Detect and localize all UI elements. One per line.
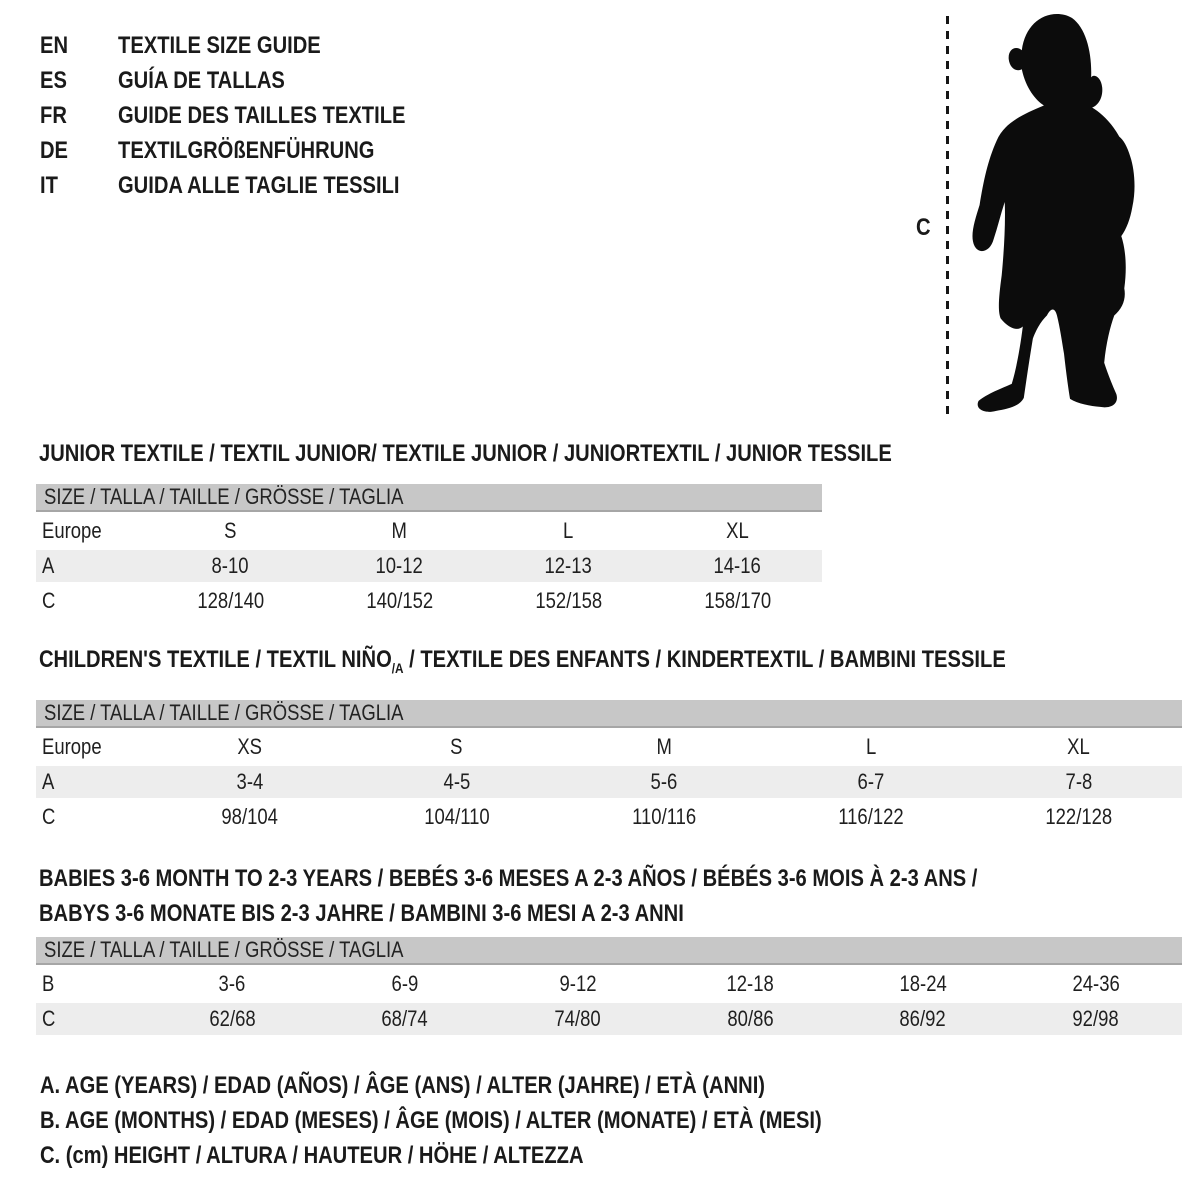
language-label: GUIDA ALLE TAGLIE TESSILI xyxy=(118,172,400,199)
row-cell: 3-6 xyxy=(218,971,246,996)
language-label: GUÍA DE TALLAS xyxy=(118,67,285,94)
language-code: IT xyxy=(40,172,58,199)
row-cell: 6-9 xyxy=(391,971,419,996)
row-cell: 10-12 xyxy=(375,553,424,578)
row-cell: S xyxy=(224,518,237,543)
row-label: B xyxy=(42,971,55,996)
section-title xyxy=(36,642,1182,686)
row-cell: 98/104 xyxy=(221,804,278,829)
row-cell: XS xyxy=(237,734,262,759)
row-cell: S xyxy=(450,734,463,759)
footnotes xyxy=(36,1068,971,1173)
row-cell: 140/152 xyxy=(366,588,433,613)
section-title-line xyxy=(36,861,1182,896)
row-cell: 8-10 xyxy=(211,553,249,578)
row-label: Europe xyxy=(42,734,102,759)
table-row xyxy=(36,585,822,617)
row-cell: 158/170 xyxy=(704,588,771,613)
row-cell: 104/110 xyxy=(424,804,490,829)
row-label: Europe xyxy=(42,518,102,543)
row-cell: 4-5 xyxy=(443,769,471,794)
size-header-bar xyxy=(36,484,822,512)
row-cell: 128/140 xyxy=(197,588,264,613)
row-cell: 74/80 xyxy=(554,1006,601,1031)
language-row xyxy=(40,63,460,98)
footnote-line: A. AGE (YEARS) / EDAD (AÑOS) / ÂGE (ANS) / ALTER (JAHRE) / ETÀ (ANNI) xyxy=(40,1072,766,1099)
row-cell: 110/116 xyxy=(631,804,697,829)
table-row xyxy=(36,801,1182,833)
row-cell: 62/68 xyxy=(209,1006,256,1031)
row-cell: 24-36 xyxy=(1072,971,1120,996)
height-dashed-line xyxy=(946,16,949,416)
table-row xyxy=(36,968,1182,1000)
row-cell: 68/74 xyxy=(381,1006,429,1031)
language-row xyxy=(40,168,460,203)
row-cell: L xyxy=(866,734,877,759)
row-cell: M xyxy=(656,734,672,759)
row-label: A xyxy=(42,769,55,794)
footnote-line: C. (cm) HEIGHT / ALTURA / HAUTEUR / HÖHE / ALTEZZA xyxy=(40,1142,584,1169)
row-cell: M xyxy=(391,518,408,543)
title-text: BABYS 3-6 MONATE BIS 2-3 JAHRE / BAMBINI 3-6 MESI A 2-3 ANNI xyxy=(39,900,684,927)
height-measure-label: C xyxy=(916,214,931,241)
title-text: BABIES 3-6 MONTH TO 2-3 YEARS / BEBÉS 3-6 MESES A 2-3 AÑOS / BÉBÉS 3-6 MOIS À 2-3 ANS / xyxy=(39,865,978,892)
row-cell: 80/86 xyxy=(727,1006,774,1031)
row-cell: 14-16 xyxy=(713,553,762,578)
size-header-bar xyxy=(36,700,1182,728)
section-title-line xyxy=(36,642,1182,686)
row-cell: L xyxy=(563,518,574,543)
section-children xyxy=(36,642,1182,833)
row-cell: 5-6 xyxy=(650,769,678,794)
size-table xyxy=(36,700,1182,833)
section-title-line xyxy=(36,436,1182,471)
language-code: FR xyxy=(40,102,67,129)
row-cell: 92/98 xyxy=(1072,1006,1119,1031)
row-cell: 122/128 xyxy=(1045,804,1112,829)
size-header-label: SIZE / TALLA / TAILLE / GRÖSSE / TAGLIA xyxy=(44,484,404,509)
language-label: TEXTILGRÖßENFÜHRUNG xyxy=(118,137,375,164)
size-tables xyxy=(36,436,1182,1035)
row-cell: 18-24 xyxy=(899,971,947,996)
row-cell: 9-12 xyxy=(559,971,597,996)
section-title xyxy=(36,436,1182,471)
row-label: C xyxy=(42,588,56,613)
section-junior xyxy=(36,436,1182,617)
table-row xyxy=(36,515,822,547)
table-row xyxy=(36,1003,1182,1035)
title-text: JUNIOR TEXTILE / TEXTIL JUNIOR/ TEXTILE JUNIOR / JUNIORTEXTIL / JUNIOR TESSILE xyxy=(39,440,892,467)
language-list xyxy=(40,28,460,203)
title-text: CHILDREN'S TEXTILE / TEXTIL NIÑO xyxy=(39,646,392,673)
size-header-label: SIZE / TALLA / TAILLE / GRÖSSE / TAGLIA xyxy=(44,700,404,725)
row-cell: 86/92 xyxy=(899,1006,947,1031)
table-row xyxy=(36,550,822,582)
language-code: ES xyxy=(40,67,67,94)
row-cell: 3-4 xyxy=(236,769,263,794)
title-text: / TEXTILE DES ENFANTS / KINDERTEXTIL / BAMBINI TESSILE xyxy=(403,646,1006,673)
baby-silhouette-icon xyxy=(962,8,1166,420)
row-label: C xyxy=(42,804,56,829)
section-title-line xyxy=(36,896,1182,931)
language-row xyxy=(40,98,460,133)
table-row xyxy=(36,766,1182,798)
language-row xyxy=(40,133,460,168)
language-row xyxy=(40,28,460,63)
row-cell: 116/122 xyxy=(838,804,904,829)
row-cell: XL xyxy=(726,518,749,543)
row-cell: 12-18 xyxy=(726,971,774,996)
language-code: DE xyxy=(40,137,69,164)
language-label: TEXTILE SIZE GUIDE xyxy=(118,32,321,59)
row-label: C xyxy=(42,1006,56,1031)
size-table xyxy=(36,484,822,617)
size-header-label: SIZE / TALLA / TAILLE / GRÖSSE / TAGLIA xyxy=(44,937,404,962)
size-table xyxy=(36,937,1182,1035)
row-label: A xyxy=(42,553,55,578)
section-babies xyxy=(36,861,1182,1035)
row-cell: 6-7 xyxy=(857,769,885,794)
row-cell: 7-8 xyxy=(1065,769,1092,794)
footnote-line: B. AGE (MONTHS) / EDAD (MESES) / ÂGE (MOIS) / ALTER (MONATE) / ETÀ (MESI) xyxy=(40,1107,822,1134)
language-code: EN xyxy=(40,32,69,59)
row-cell: 12-13 xyxy=(544,553,593,578)
row-cell: XL xyxy=(1067,734,1090,759)
language-label: GUIDE DES TAILLES TEXTILE xyxy=(118,102,406,129)
section-title xyxy=(36,861,1182,931)
size-header-bar xyxy=(36,937,1182,965)
table-row xyxy=(36,731,1182,763)
title-text: /A xyxy=(391,660,404,676)
row-cell: 152/158 xyxy=(535,588,602,613)
